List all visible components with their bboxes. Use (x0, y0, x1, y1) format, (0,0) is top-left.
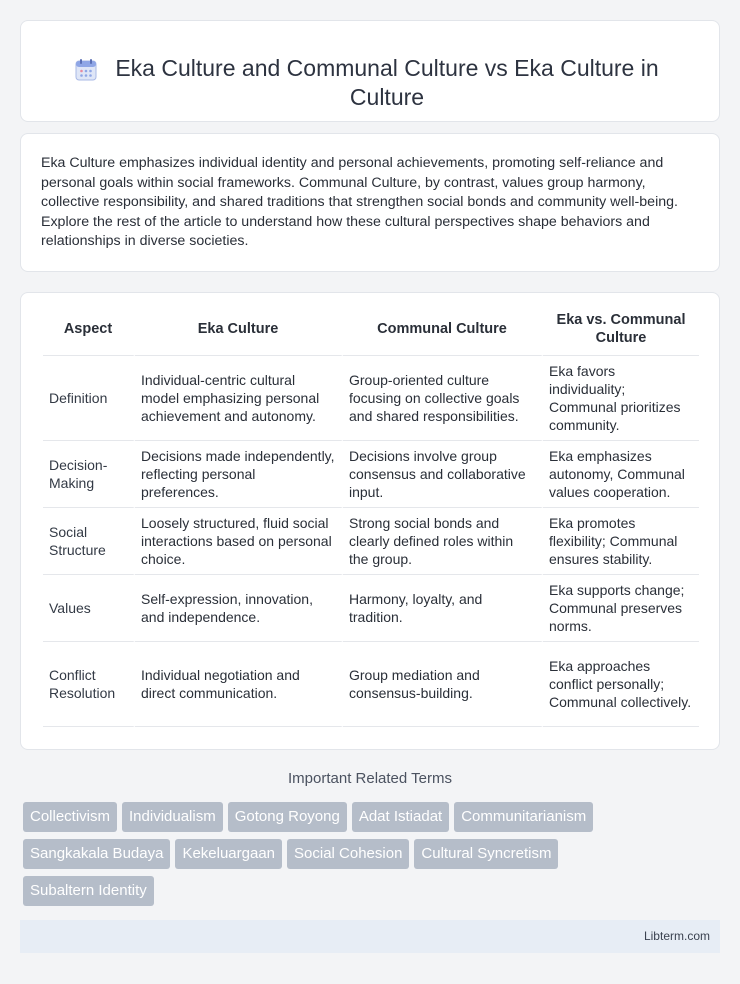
table-cell: Eka supports change; Communal preserves norms. (543, 575, 699, 642)
tag-subaltern-identity[interactable]: Subaltern Identity (23, 876, 154, 906)
table-cell: Loosely structured, fluid social interactions based on personal choice. (135, 508, 343, 575)
table-cell-aspect: Conflict Resolution (43, 642, 135, 727)
page-title: Eka Culture and Communal Culture vs Eka Culture in Culture (115, 55, 659, 110)
related-terms-title: Important Related Terms (288, 770, 452, 787)
table-cell: Individual negotiation and direct communication. (135, 642, 343, 727)
table-cell: Eka promotes flexibility; Communal ensures stability. (543, 508, 699, 575)
table-cell: Eka approaches conflict personally; Communal collectively. (543, 642, 699, 727)
intro-paragraph: Eka Culture emphasizes individual identity and personal achievements, promoting self-reliance and personal goals within social frameworks. Communal Culture, by contrast, values group harmony, collective responsibility, and shared traditions that strengthen social bonds and community well-being. Explore the rest of the article to understand how these cultural perspectives shape behaviors and relationships in diverse societies. (41, 155, 678, 250)
table-cell: Self-expression, innovation, and independence. (135, 575, 343, 642)
title-card (20, 20, 720, 122)
table-header-row (43, 303, 699, 356)
table-cell-aspect: Decision-Making (43, 441, 135, 508)
comparison-table (43, 303, 699, 727)
footer (20, 920, 720, 953)
table-cell: Decisions made independently, reflecting personal preferences. (135, 441, 343, 508)
table-row (43, 356, 699, 441)
table-row (43, 508, 699, 575)
table-cell: Group mediation and consensus-building. (343, 642, 543, 727)
table-cell: Group-oriented culture focusing on collective goals and shared responsibilities. (343, 356, 543, 441)
table-cell-aspect: Values (43, 575, 135, 642)
tag-gotong-royong[interactable]: Gotong Royong (228, 802, 347, 832)
table-row (43, 642, 699, 727)
tag-social-cohesion[interactable]: Social Cohesion (287, 839, 409, 869)
comparison-table-card (20, 292, 720, 750)
tag-adat-istiadat[interactable]: Adat Istiadat (352, 802, 449, 832)
table-header-cell: Eka vs. Communal Culture (543, 303, 699, 356)
intro-card (20, 133, 720, 272)
tag-individualism[interactable]: Individualism (122, 802, 223, 832)
table-row (43, 575, 699, 642)
table-cell: Eka emphasizes autonomy, Communal values cooperation. (543, 441, 699, 508)
table-row (43, 441, 699, 508)
table-cell-aspect: Social Structure (43, 508, 135, 575)
table-header-cell: Aspect (43, 303, 135, 356)
tag-sangkakala-budaya[interactable]: Sangkakala Budaya (23, 839, 170, 869)
tag-cultural-syncretism[interactable]: Cultural Syncretism (414, 839, 558, 869)
table-header-cell: Eka Culture (135, 303, 343, 356)
related-terms-list (23, 802, 723, 913)
table-header-cell: Communal Culture (343, 303, 543, 356)
table-cell: Harmony, loyalty, and tradition. (343, 575, 543, 642)
tag-kekeluargaan[interactable]: Kekeluargaan (175, 839, 282, 869)
footer-site-link[interactable]: Libterm.com (643, 929, 710, 943)
tag-collectivism[interactable]: Collectivism (23, 802, 117, 832)
table-cell: Strong social bonds and clearly defined roles within the group. (343, 508, 543, 575)
table-cell-aspect: Definition (43, 356, 135, 441)
table-cell: Decisions involve group consensus and collaborative input. (343, 441, 543, 508)
table-cell: Eka favors individuality; Communal prioritizes community. (543, 356, 699, 441)
tag-communitarianism[interactable]: Communitarianism (454, 802, 593, 832)
calendar-icon (73, 57, 99, 83)
table-cell: Individual-centric cultural model emphasizing personal achievement and autonomy. (135, 356, 343, 441)
